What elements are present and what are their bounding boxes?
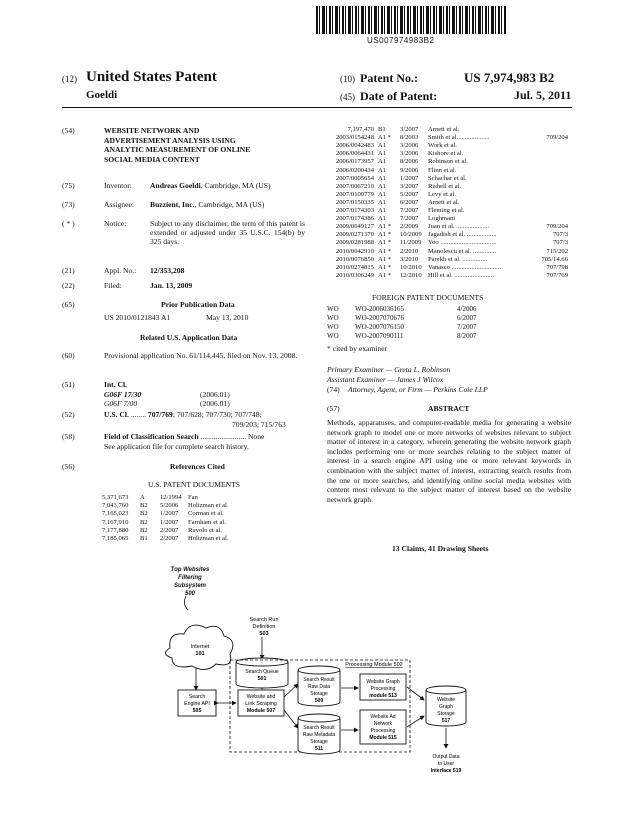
assignee-name: Buzzient, Inc. bbox=[150, 200, 195, 209]
us-doc-no: 7,167,910 bbox=[102, 518, 129, 526]
inventor-short: Goeldi bbox=[86, 89, 118, 101]
code-51: (51) bbox=[62, 380, 75, 389]
metadata-line-2: Raw Metadata bbox=[302, 732, 336, 738]
us-doc-name: Farnham et al. bbox=[188, 518, 226, 526]
code-75: (75) bbox=[62, 181, 75, 190]
ref-name: Kishore et al. bbox=[428, 150, 464, 158]
date-of-patent-label: Date of Patent: bbox=[360, 89, 438, 103]
code-57: (57) bbox=[327, 404, 340, 413]
foreign-date: 7/2007 bbox=[457, 323, 477, 331]
title-line: ANALYTIC MEASUREMENT OF ONLINE bbox=[104, 145, 251, 155]
ref-name: Parekh et al. ............... bbox=[428, 255, 488, 263]
inventor-location: , Cambridge, MA (US) bbox=[200, 181, 271, 190]
int-cl-code-2: G06F 7/00 bbox=[104, 399, 138, 408]
foreign-cc: WO bbox=[327, 314, 339, 322]
output-line-2: to User bbox=[437, 761, 455, 767]
field-dots: ........................ bbox=[200, 432, 247, 441]
us-doc-name: Holtzman et al. bbox=[188, 535, 229, 542]
ref-date: 7/2007 bbox=[400, 215, 419, 223]
ref-kind: A1 * bbox=[378, 223, 392, 231]
filed-label: Filed: bbox=[104, 281, 122, 290]
output-line-3: Interface 519 bbox=[430, 768, 462, 774]
code-56: (56) bbox=[62, 462, 75, 471]
search-engine-number: 505 bbox=[192, 708, 202, 714]
code-65: (65) bbox=[62, 300, 75, 309]
code-52: (52) bbox=[62, 410, 75, 419]
ref-no: 2010/0042910 bbox=[335, 247, 374, 255]
ref-kind: A1 bbox=[378, 142, 387, 150]
code-12: (12) bbox=[62, 74, 77, 84]
ref-date: 1/2007 bbox=[400, 174, 419, 182]
us-doc-no: 5,371,673 bbox=[102, 494, 129, 501]
processing-module-label: Processing Module 502 bbox=[345, 662, 403, 668]
us-doc-no: 7,165,023 bbox=[102, 510, 129, 518]
subsystem-title-3: Subsystem bbox=[173, 583, 207, 589]
graph-processing-box bbox=[341, 674, 406, 700]
graph-proc-line-2: Processing bbox=[370, 686, 396, 692]
us-doc-kind: B2 bbox=[140, 510, 148, 518]
ref-no: 2009/0281988 bbox=[335, 239, 374, 247]
ref-no: 7,197,470 bbox=[347, 126, 374, 133]
ref-kind: A1 * bbox=[378, 255, 392, 263]
ref-no: 2006/0200434 bbox=[335, 166, 374, 174]
ref-date: 11/2009 bbox=[400, 239, 422, 247]
ref-name: Schachar et al. bbox=[428, 174, 467, 182]
ref-no: 2006/0042483 bbox=[335, 142, 374, 150]
ref-kind: A1 * bbox=[378, 263, 392, 271]
ref-no: 2006/0064431 bbox=[335, 150, 374, 158]
internet-number: 101 bbox=[195, 651, 205, 657]
scraping-number: Module 507 bbox=[246, 708, 276, 714]
us-doc-name: Ruvolo et al. bbox=[188, 526, 222, 534]
us-doc-no: 7,177,880 bbox=[102, 526, 129, 534]
us-doc-no: 7,043,760 bbox=[102, 502, 129, 510]
graph-storage-number: 517 bbox=[441, 718, 451, 724]
run-def-line-3: 503 bbox=[259, 631, 269, 637]
us-doc-kind: B2 bbox=[140, 526, 148, 534]
ref-date: 10/2009 bbox=[400, 231, 422, 239]
ref-date: 3/2010 bbox=[400, 255, 419, 263]
foreign-cc: WO bbox=[327, 305, 339, 313]
us-doc-name: Corman et al. bbox=[188, 510, 224, 518]
field-label: Field of Classification Search bbox=[104, 432, 199, 441]
code-21: (21) bbox=[62, 266, 75, 275]
ref-date: 9/2006 bbox=[400, 166, 419, 174]
ref-name: Hill et al. ........................ bbox=[428, 271, 494, 279]
graph-proc-number: module 513 bbox=[369, 693, 397, 699]
run-def-line-2: Definition bbox=[252, 624, 276, 630]
ref-kind: A1 * bbox=[378, 134, 392, 142]
us-cl-label: U.S. Cl. bbox=[104, 410, 129, 419]
foreign-date: 6/2007 bbox=[457, 314, 477, 322]
ref-date: 10/2010 bbox=[400, 263, 422, 271]
ref-date: 3/2006 bbox=[400, 142, 419, 150]
primary-examiner: Primary Examiner — Greta L. Robinson bbox=[327, 365, 451, 374]
us-doc-name: Holtzman et al. bbox=[188, 502, 229, 510]
ref-date: 3/2006 bbox=[400, 150, 419, 158]
us-doc-date: 1/2007 bbox=[160, 518, 179, 526]
scraping-line-2: Link Scraping bbox=[245, 701, 277, 707]
ref-date: 5/2007 bbox=[400, 190, 419, 198]
code-54: (54) bbox=[62, 126, 75, 135]
us-doc-kind: A bbox=[140, 494, 145, 501]
ref-no: 2007/0005654 bbox=[335, 174, 374, 182]
subsystem-title-1: Top Websites bbox=[170, 567, 210, 573]
foreign-cc: WO bbox=[327, 332, 339, 340]
foreign-date: 8/2007 bbox=[457, 332, 477, 340]
ref-cls: 715/202 bbox=[546, 247, 568, 255]
title-line: ADVERTISEMENT ANALYSIS USING bbox=[104, 135, 236, 145]
us-doc-kind: B2 bbox=[140, 502, 148, 510]
inventor-label: Inventor: bbox=[104, 181, 132, 190]
int-cl-ver-1: (2006.01) bbox=[200, 390, 230, 399]
ref-no: 2010/0306249 bbox=[335, 271, 374, 279]
us-doc-date: 1/2007 bbox=[160, 510, 179, 518]
prior-pub-heading: Prior Publication Data bbox=[161, 300, 235, 309]
search-engine-line-1: Search bbox=[188, 694, 206, 700]
refs-heading: References Cited bbox=[170, 462, 225, 471]
search-run-definition bbox=[249, 617, 278, 659]
notice-label: Notice: bbox=[104, 219, 127, 228]
provisional-text: Provisional application No. 61/114,445, filed on Nov. 13, 2008. bbox=[104, 351, 298, 360]
ref-no: 2010/0274815 bbox=[335, 263, 374, 271]
output-line-1: Output Data bbox=[432, 754, 460, 760]
filed-date: Jan. 13, 2009 bbox=[150, 281, 193, 290]
title-line: SOCIAL MEDIA CONTENT bbox=[104, 154, 200, 164]
metadata-line-3: Storage bbox=[310, 739, 328, 745]
raw-data-line-3: Storage bbox=[310, 691, 328, 697]
ref-name: Work et al. bbox=[428, 142, 457, 150]
graph-storage-line-1: Website bbox=[437, 697, 455, 703]
code-58: (58) bbox=[62, 432, 75, 441]
ref-no: 2006/0173957 bbox=[335, 158, 374, 166]
int-cl-label: Int. Cl. bbox=[104, 380, 127, 389]
foreign-no: WO-2007070676 bbox=[355, 314, 404, 322]
us-cl-rest-2: 709/203; 715/763 bbox=[232, 420, 286, 429]
ref-cls: 707/3 bbox=[552, 231, 568, 239]
ref-date: 8/2003 bbox=[400, 134, 419, 142]
internet-label: Internet bbox=[190, 644, 210, 650]
ref-no: 2007/0067210 bbox=[335, 182, 374, 190]
prior-pub-no: US 2010/0121843 A1 bbox=[104, 313, 171, 322]
ad-network-processing-box bbox=[341, 710, 406, 744]
related-heading: Related U.S. Application Data bbox=[140, 333, 238, 342]
ref-cls: 707/798 bbox=[546, 263, 568, 271]
us-doc-no: 7,185,065 bbox=[102, 535, 129, 542]
ref-kind: A1 bbox=[378, 207, 387, 214]
appl-no-label: Appl. No.: bbox=[104, 266, 137, 275]
ad-proc-line-3: Processing bbox=[370, 728, 396, 734]
scraping-line-1: Website and bbox=[246, 694, 276, 700]
us-doc-name: Fan bbox=[188, 494, 198, 501]
assignee-label: Assignee: bbox=[104, 200, 134, 209]
ref-name: Arnett et al. bbox=[428, 126, 460, 133]
foreign-cc: WO bbox=[327, 323, 339, 331]
raw-data-number: 509 bbox=[314, 698, 324, 704]
cited-by-examiner: * cited by examiner bbox=[327, 344, 388, 353]
ref-cls: 707/769 bbox=[546, 271, 568, 279]
ref-kind: A1 * bbox=[378, 271, 392, 279]
ref-kind: A1 bbox=[378, 182, 387, 190]
ref-kind: A1 bbox=[378, 150, 387, 158]
run-def-line-1: Search Run bbox=[249, 617, 279, 623]
inventor-name: Andreas Goeldi bbox=[150, 181, 201, 190]
raw-data-line-2: Raw Data bbox=[308, 684, 330, 690]
ref-cls: 709/204 bbox=[546, 134, 568, 142]
code-74: (74) bbox=[327, 385, 340, 394]
ref-kind: A1 bbox=[378, 158, 387, 166]
ref-kind: A1 * bbox=[378, 239, 392, 247]
code-10: (10) bbox=[340, 74, 355, 84]
us-doc-date: 2/2007 bbox=[160, 526, 179, 534]
document-type: United States Patent bbox=[86, 69, 217, 85]
date-of-patent: Jul. 5, 2011 bbox=[514, 88, 572, 102]
patent-number-barcode-text: US007974983B2 bbox=[367, 36, 435, 45]
ref-name: Manolescu et al. .............. bbox=[428, 247, 497, 255]
code-45: (45) bbox=[340, 92, 355, 102]
output-data-label bbox=[431, 754, 462, 774]
ref-date: 3/2007 bbox=[400, 126, 419, 133]
ref-date: 6/2007 bbox=[400, 198, 419, 206]
ref-name: Loghmani bbox=[428, 215, 456, 223]
prior-pub-date: May 13, 2010 bbox=[206, 313, 249, 322]
us-doc-date: 2/2007 bbox=[160, 535, 179, 542]
search-engine-line-2: Engine API bbox=[184, 701, 210, 707]
code-73: (73) bbox=[62, 200, 75, 209]
ref-name: Smith et al. .................. bbox=[428, 134, 490, 142]
ref-name: Jagadish et al. .................. bbox=[428, 231, 497, 239]
patent-no: US 7,974,983 B2 bbox=[464, 70, 555, 85]
us-cl-main: 707/769 bbox=[147, 410, 173, 419]
ref-name: Flinn et al. bbox=[428, 166, 457, 174]
ref-kind: A1 * bbox=[378, 231, 392, 239]
ref-no: 2007/0100779 bbox=[335, 190, 374, 198]
ref-kind: A1 bbox=[378, 174, 387, 182]
ref-no: 2009/0049127 bbox=[335, 223, 374, 231]
ad-proc-line-1: Website Ad bbox=[370, 714, 396, 720]
metadata-line-1: Search Result bbox=[303, 725, 335, 731]
claims-drawings: 13 Claims, 41 Drawing Sheets bbox=[392, 544, 489, 553]
code-60: (60) bbox=[62, 351, 75, 360]
ref-kind: A1 bbox=[378, 215, 387, 223]
us-doc-date: 5/2006 bbox=[160, 502, 179, 510]
ref-name: Vanasco .............................. bbox=[428, 263, 502, 271]
raw-data-line-1: Search Result bbox=[303, 677, 335, 683]
abstract-text: Methods, apparatuses, and computer-readable media for generating a website network graph to model one or more networks of websites relevant to subject matter of interest in a category, wherein generating the website network graph includes performing one or more searches relating to the subject matter of interest in a search engine API using one or more relevant keywords in combination with the subject matter of interest, extracting search results from the one or more searches, and identifying online social media websites with content most relevant to the subject matter of interest based on the website network graph. bbox=[327, 418, 571, 504]
ref-date: 2/2009 bbox=[400, 223, 419, 231]
ref-kind: A1 bbox=[378, 198, 387, 206]
notice-text: Subject to any disclaimer, the term of this patent is extended or adjusted under 35 U.S.C. 154(b) by 325 days. bbox=[150, 219, 305, 247]
field-see: See application file for complete search history. bbox=[104, 442, 249, 451]
graph-proc-line-1: Website Graph bbox=[366, 679, 400, 685]
ref-name: Juan et al. .................... bbox=[428, 223, 490, 231]
abstract-heading: ABSTRACT bbox=[428, 404, 470, 413]
attorney: Attorney, Agent, or Firm — Perkins Coie LLP bbox=[348, 385, 488, 394]
ref-cls: 707/3 bbox=[552, 239, 568, 247]
foreign-no: WO-2007090111 bbox=[355, 332, 404, 340]
assistant-examiner: Assistant Examiner — James J Wilcox bbox=[327, 375, 444, 384]
foreign-no: WO-2006036165 bbox=[355, 305, 404, 313]
ref-date: 8/2006 bbox=[400, 158, 419, 166]
ref-no: 2007/0174303 bbox=[335, 207, 374, 214]
ref-name: Arnett et al. bbox=[428, 198, 460, 206]
us-doc-date: 12/1994 bbox=[160, 494, 182, 501]
field-value: None bbox=[247, 432, 265, 441]
ref-name: Yoo .................................. bbox=[428, 239, 497, 247]
ref-name: Rishell et al. bbox=[428, 182, 462, 190]
ref-no: 2007/0150335 bbox=[335, 198, 374, 206]
ad-proc-line-2: Network bbox=[373, 721, 393, 727]
code-notice: ( * ) bbox=[62, 219, 75, 228]
ref-name: Levy et al. bbox=[428, 190, 457, 198]
subsystem-title-2: Filtering bbox=[178, 575, 202, 581]
us-cl-dots: ........ bbox=[130, 410, 146, 419]
code-22: (22) bbox=[62, 281, 75, 290]
ref-date: 2/2010 bbox=[400, 247, 419, 255]
foreign-no: WO-2007076150 bbox=[355, 323, 404, 331]
ref-no: 2003/0154248 bbox=[335, 134, 374, 142]
search-queue-number: 501 bbox=[257, 676, 267, 682]
assignee-location: , Cambridge, MA (US) bbox=[194, 200, 265, 209]
graph-storage bbox=[407, 686, 466, 748]
subsystem-title-4: 500 bbox=[184, 591, 196, 597]
ref-no: 2007/0174386 bbox=[335, 215, 374, 223]
ref-no: 2009/0271370 bbox=[335, 231, 374, 239]
ref-kind: B1 bbox=[378, 126, 386, 133]
ref-kind: A1 * bbox=[378, 247, 392, 255]
search-queue-label: Search Queue bbox=[245, 669, 279, 675]
internet-cloud bbox=[165, 625, 232, 690]
graph-storage-line-3: Storage bbox=[437, 711, 455, 717]
title-line: WEBSITE NETWORK AND bbox=[104, 126, 200, 135]
ad-proc-number: Module 515 bbox=[369, 735, 397, 741]
ref-date: 7/2007 bbox=[400, 207, 419, 214]
patent-no-label: Patent No.: bbox=[360, 71, 418, 85]
int-cl-ver-2: (2006.01) bbox=[200, 399, 230, 408]
raw-data-storage bbox=[298, 666, 340, 706]
us-doc-kind: B2 bbox=[140, 518, 148, 526]
us-cl-rest-1: ; 707/628; 707/730; 707/748; bbox=[172, 410, 262, 419]
search-engine-api-box bbox=[178, 690, 236, 716]
graph-storage-line-2: Graph bbox=[439, 704, 453, 710]
metadata-number: 511 bbox=[314, 746, 324, 752]
title-leader bbox=[184, 596, 188, 610]
ref-kind: A1 bbox=[378, 190, 387, 198]
appl-no: 12/353,208 bbox=[150, 266, 185, 275]
ref-cls: 709/204 bbox=[546, 223, 568, 231]
ref-no: 2010/0076850 bbox=[335, 255, 374, 263]
ref-name: Robinson et al. bbox=[428, 158, 468, 166]
foreign-date: 4/2006 bbox=[457, 305, 477, 313]
foreign-heading: FOREIGN PATENT DOCUMENTS bbox=[372, 293, 484, 302]
ref-date: 3/2007 bbox=[400, 182, 419, 190]
ref-date: 12/2010 bbox=[400, 271, 422, 279]
ref-name: Fleming et al. bbox=[428, 207, 465, 214]
ref-kind: A1 bbox=[378, 166, 387, 174]
int-cl-code-1: G06F 17/30 bbox=[104, 390, 142, 399]
us-doc-kind: B1 bbox=[140, 535, 148, 542]
ref-cls: 705/14.66 bbox=[541, 255, 568, 263]
us-docs-heading: U.S. PATENT DOCUMENTS bbox=[148, 480, 240, 489]
metadata-storage bbox=[298, 714, 340, 754]
scraping-module-box bbox=[238, 684, 298, 728]
